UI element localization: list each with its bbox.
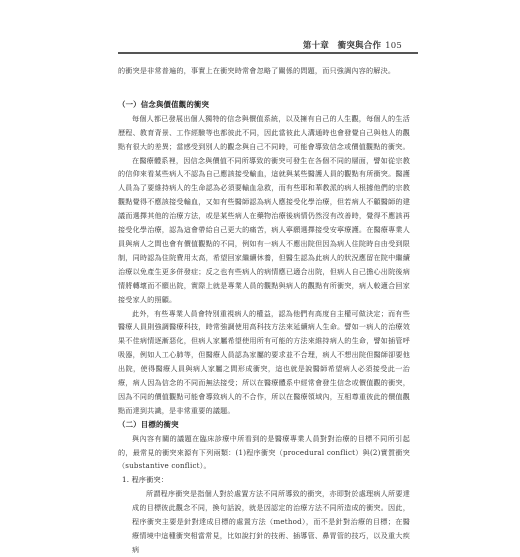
page-number: 105 [385, 41, 402, 51]
header-rule [118, 52, 418, 54]
page-body [118, 64, 410, 557]
paragraph: 每個人都已發展出個人獨特的信念與價值系統，以及擁有自己的人生觀，每個人的生活歷程、教育背景、工作經驗等也都彼此不同，因此當彼此人溝通時也會發覺自己與他人的觀點有很大的差異；當感受到別人的觀念與自己不同時，可能會導致信念或價值觀點的衝突。 [118, 113, 410, 151]
subsection-heading-procedural-conflict: 1. 程序衝突： [122, 475, 169, 485]
running-head [303, 39, 402, 51]
paragraph: 在醫療體系裡，因信念與價值不同所導致的衝突可發生在各個不同的層面，譬如從宗教的信仰來看某些病人不認為自己應該接受輸血，這就與某些醫護人員的觀點有所衝突。醫護人員為了要維持病人的生命認為必須要輸血急救，而有些耶和華教派的病人根據他們的宗教觀點覺得不應該接受輸血，又如有些醫師認為病人應接受化學治療，但若病人不顧醫師的建議而選擇其他的治療方法，或是某些病人在藥物治療後病情仍然沒有改善時，覺得不應該再接受化學治療，認為這會帶給自己更大的痛苦，病人寧願選擇接受安寧療護。在醫療專業人員與病人之間也會有價值觀點的不同，例如有一病人不應出院但因為病人住院時自由受到限制，同時認為住院費用太高，希望回家繼續休養，但醫生認為此病人的狀況應留在院中繼續治療以免產生更多併發症；反之也有些病人的病情應已適合出院，但病人自己擔心出院後病情將轉壞而不願出院，實際上就是專業人員的觀點與病人的觀點有所衝突，病人較適合回家接受家人的照顧。 [118, 155, 410, 304]
chapter-title: 第十章 衝突與合作 [302, 41, 382, 51]
paragraph: 所謂程序衝突是指個人對於處置方法不同所導致的衝突，亦即對於處理病人所要達成的目標彼此觀念不同，換句話說，就是因認定的治療方法不同所造成的衝突。因此，程序衝突主要是針對達成目標的處置方法（method），而不是針對治療的目標；在醫療情境中這種衝突相當常見，比如說打針的技術、插導管、鼻胃管的技巧，以及重大疾病 [132, 489, 410, 554]
paragraph: 與內容有關的議題在臨床診療中所看到的是醫療專業人員對對治療的目標不同所引起的，最常見的衝突來源有下列兩類：(1)程序衝突（procedural conflict）與(2)實質衝突（substantive conflict）。 [118, 433, 410, 471]
paragraph-continuation: 的衝突是非常普遍的，事實上在衝突時常會忽略了關係的問題，而只強調內容的解決。 [118, 66, 396, 75]
section-heading-goal-conflict: （二）目標的衝突 [118, 419, 179, 429]
paragraph: 此外，有些專業人員會特別重視病人的權益，認為他們有高度自主權可做決定；而有些醫療人員則強調醫療科技，時常強調使用高科技方法來延續病人生命。譬如一病人的治療效果不佳病情逐漸惡化，但病人家屬希望使用所有可能的方法來維持病人的生命，譬如插管呼吸器，例如人工心肺等，但醫療人員認為家屬的要求並不合理，病人不想出院但醫師卻要他出院，使得醫療人員與病人家屬之間形成衝突，這也就是說醫師希望病人必須接受此一治療，病人因為信念的不同而無法接受；所以在醫療體系中經常會發生信念或價值觀的衝突，因為不同的價值觀點可能會導致病人的不合作，所以在醫療領域內，互相尊重彼此的價值觀點而達到共識，是非常重要的議題。 [118, 308, 410, 415]
section-heading-belief-value-conflict: （一）信念與價值觀的衝突 [118, 99, 210, 109]
